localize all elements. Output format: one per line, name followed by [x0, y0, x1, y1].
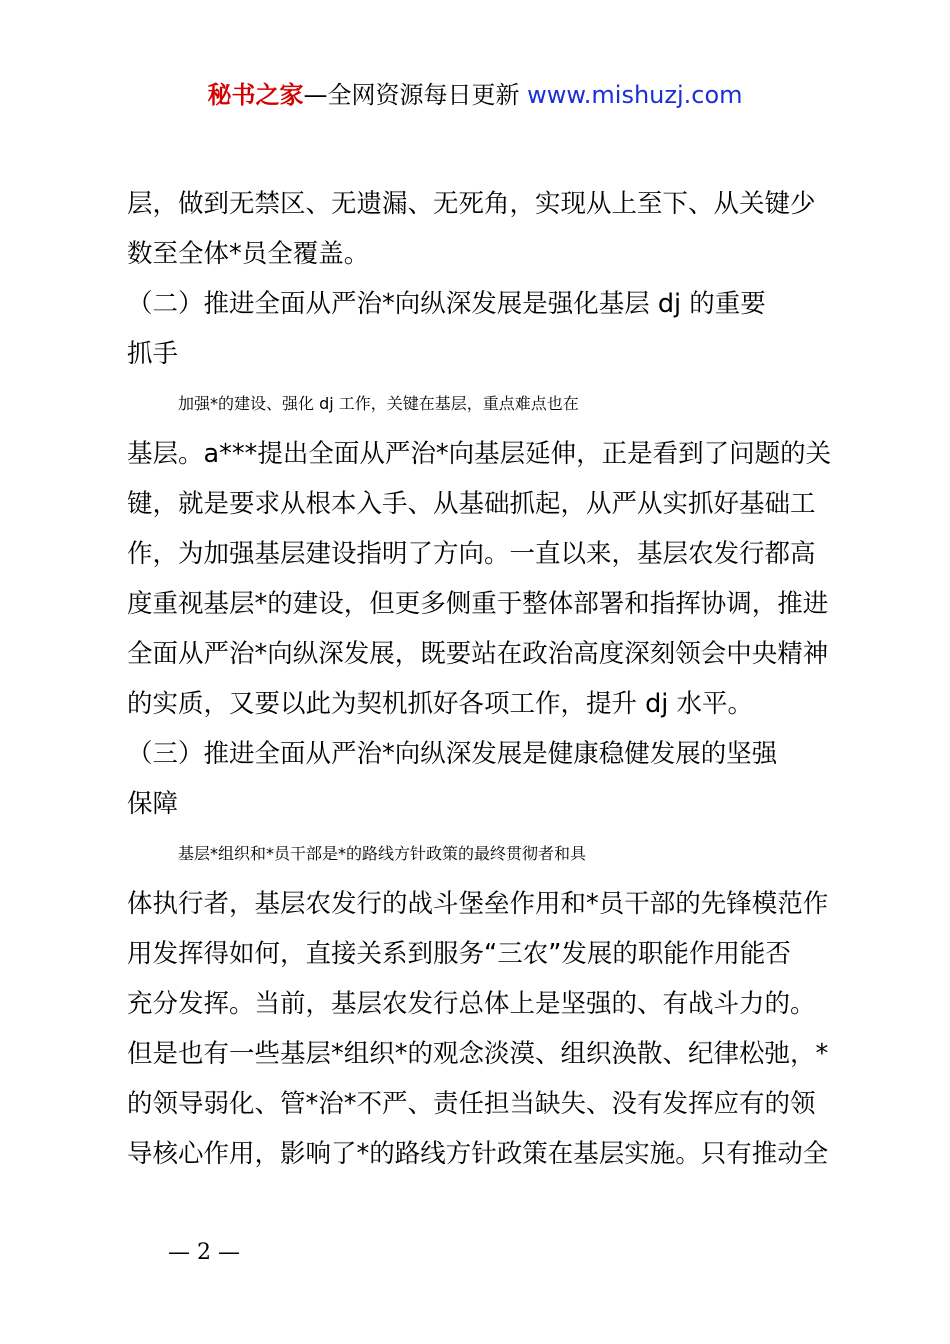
text-line: 层，做到无禁区、无遗漏、无死角，实现从上至下、从关键少: [127, 189, 816, 219]
header-tagline: —全网资源每日更新: [303, 81, 528, 109]
text-line: 基层。a***提出全面从严治*向基层延伸，正是看到了问题的关: [127, 439, 832, 469]
text-line: 的领导弱化、管*治*不严、责任担当缺失、没有发挥应有的领: [127, 1089, 816, 1119]
text-line: 键，就是要求从根本入手、从基础抓起，从严从实抓好基础工: [127, 489, 816, 519]
text-line: 加强*的建设、强化 dj 工作，关键在基层，重点难点也在: [178, 394, 579, 413]
page-number: — 2 —: [168, 1240, 240, 1265]
text-line: 的实质，又要以此为契机抓好各项工作，提升 dj 水平。: [127, 689, 753, 719]
document-header: [0, 78, 950, 112]
text-line: 体执行者，基层农发行的战斗堡垒作用和*员干部的先锋模范作: [127, 889, 829, 919]
text-line: 全面从严治*向纵深发展，既要站在政治高度深刻领会中央精神: [127, 639, 829, 669]
text-line: 但是也有一些基层*组织*的观念淡漠、组织涣散、纪律松弛，*: [127, 1039, 829, 1069]
section-heading-line: （三）推进全面从严治*向纵深发展是健康稳健发展的坚强: [127, 739, 778, 769]
text-line: 数至全体*员全覆盖。: [127, 239, 370, 269]
text-line: 用发挥得如何，直接关系到服务“三农”发展的职能作用能否: [127, 939, 791, 969]
text-line: 导核心作用，影响了*的路线方针政策在基层实施。只有推动全: [127, 1139, 829, 1169]
text-line: 度重视基层*的建设，但更多侧重于整体部署和指挥协调，推进: [127, 589, 829, 619]
text-line: 基层*组织和*员干部是*的路线方针政策的最终贯彻者和具: [178, 844, 587, 863]
section-heading-line: 保障: [127, 789, 179, 819]
section-heading-line: 抓手: [127, 339, 179, 369]
text-line: 作，为加强基层建设指明了方向。一直以来，基层农发行都高: [127, 539, 816, 569]
text-line: 充分发挥。当前，基层农发行总体上是坚强的、有战斗力的。: [127, 989, 816, 1019]
brand-name: 秘书之家: [207, 81, 304, 109]
site-url-link[interactable]: www.mishuzj.com: [527, 81, 743, 109]
section-heading-line: （二）推进全面从严治*向纵深发展是强化基层 dj 的重要: [127, 289, 766, 319]
